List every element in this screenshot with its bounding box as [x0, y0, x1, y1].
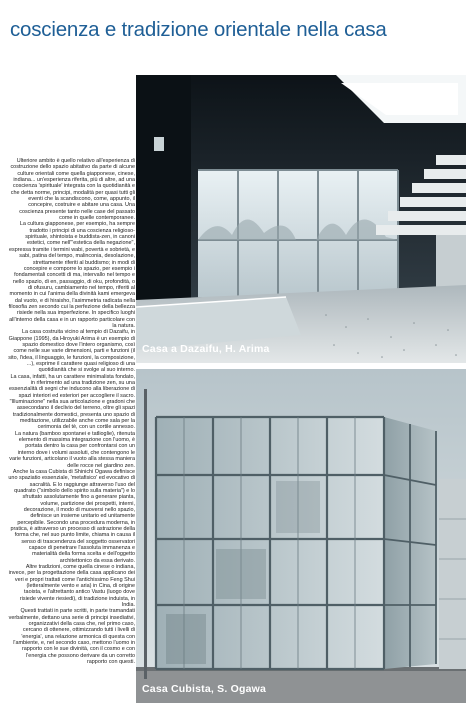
- body-paragraph: Anche la casa Cubista di Shinichi Ogawa definisce uno spaziatio essenziale, 'metafisico' ed evocativo di sacralità. E lo raggiunge attraverso l'uso del quadrato ("simbolo dello spirito sulla materia") e lo sfruttato assolutamente fino a generare pianta, volume, partizione dei prospetti, interni, decorazione, il modo di muoversi nello spazio, definisce un insieme unitario ed unitamente percepibile. Secondo una procedura moderna, in pratica, è attraverso un processo di astrazione della forma che, nel suo punto limite, chiama in causa il senso di trascendenza del soggetto osservatori capace di penetrare l'assoluta immanenza e materialità della forma scelta e dell'oggetto architettonico da essa derivato.: [8, 468, 135, 564]
- body-paragraph: La natura (bamboo spontanei e tatlioglie), ritenuta elemento di massima integrazione con l'uomo, è portata dentro la casa per confrontarsi con un interno dove i volumi assoluti, che contengono le varie funzioni, articolano il vuoto alla stessa maniera delle rocce nel giardino zen.: [9, 430, 135, 469]
- photo-caption: Casa Cubista, S. Ogawa: [142, 683, 267, 695]
- body-paragraph: Questi trattati in parte scritti, in parte tramandati verbalmente, dettano una serie di principi insediativi, organizzativi della casa che, nel primo caso, cercano di ottenere, ottimizzando tutti i livelli di 'energia', una relazione armonica di questa con l'ambiente, e, nel secondo caso, mettono l'uomo in rapporto con le sue divinità, con il cosmo e con l'energia che possono derivare da un corretto rapporto con questi.: [8, 608, 135, 666]
- body-paragraph: La casa costruita vicino al tempio di Dazaifu, in Giappone (1995), da Hiroyuki Arima è un esempio di spazio domestico dove l'intero organismo, così come nelle sue varie dimensioni, parti e funzioni (il sito, l'idea, il linguaggio, le funzioni, la composizione, ...), esprime il carattere quasi religioso di una quotidianità che si svolge al suo interno.: [8, 329, 135, 374]
- body-paragraph: La casa, infatti, ha un carattere minimalista fondato, in riferimento ad una tradizione zen, su una essenzialità di segni che inducono alla liberazione di spazi interiori ed esteriori per accogliere il sacro. "Illuminazione" nella sua articolazione e gradoni che assecondano il declivio del terreno, oltre gli spazi tradizionalmente domestici, presenta uno spazio di meditazione, utilizzabile anche come sala per la cerimonia del tè, con un cortile annesso.: [8, 373, 135, 431]
- photo-casa-cubista-image: [136, 369, 466, 703]
- photo-caption: Casa a Dazaifu, H. Arima: [142, 343, 270, 355]
- body-paragraph: Ulteriore ambito è quello relativo all'esperienza di costruzione dello spazio abitativo da parte di alcune culture orientali come quella giapponese, cinese, indiana... un'esperienza riferita, più di altre, ad una coscienza 'spirituale' integrata con la quotidianità e che detta norme, principi, modalità per quasi tutti gli eventi che la scandiscono, come, appunto, il concepire, costruire e abitare una casa. Una coscienza presente tanto nelle case del passato come in quelle contemporanee.: [10, 158, 135, 222]
- page-title: coscienza e tradizione orientale nella casa: [10, 18, 387, 41]
- photo-casa-cubista: [136, 369, 466, 703]
- photo-casa-dazaifu: [136, 75, 466, 363]
- article-body-column: [8, 158, 135, 703]
- photo-casa-dazaifu-image: [136, 75, 466, 363]
- body-paragraph: La cultura giapponese, per esempio, ha sempre tradotto i principi di una coscienza religioso-spirituale, shintoista e buddista-zen, in canoni estetici, come nell'"estetica della negazione", espressa tramite i termini wabi, povertà e sobrietà, e sabi, patina del tempo, malinconia, desolazione, strettamente riferiti al buddismo; in modi di concepire e comporre lo spazio, per esempio i fondamentali concetti di ma, intervallo nel tempo e nello spazio, di en, passaggio, di oku, profondità, o di ofusuru, cambiamento nel tempo, riferiti al momento in cui l'anima della divinità kami emergeva dal vuoto, e di hiraisho, l'asimmetria radicata nella filosofia zen secondo cui la perfezione della bellezza risiede nella sua imperfezione. In specifico luoghi all'interno della casa e in un rapporto particolare con la natura.: [8, 221, 135, 329]
- body-paragraph: Altre tradizioni, come quella cinese o indiana, invece, per la progettazione della casa applicano dei veri e propri trattati come l'antichissimo Feng Shui (letteralmente vento e aria) in Cina, di origine taoista, e l'altrettanto antico Vastu (luogo dove risiede vivente riesiedi), di tradizione induista, in India.: [8, 564, 135, 609]
